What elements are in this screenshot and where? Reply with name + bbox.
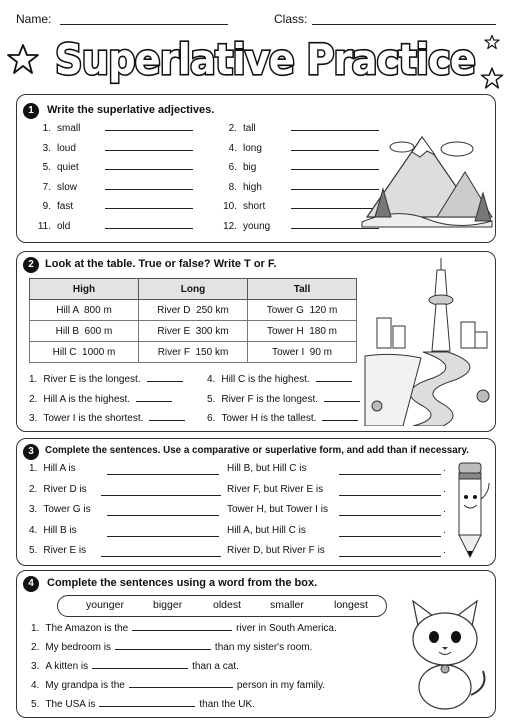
item-number: 6.	[207, 413, 216, 424]
sentence-end: .	[443, 524, 446, 536]
section-1	[16, 94, 496, 243]
answer-blank[interactable]	[339, 536, 441, 537]
sentence-start: A kitten is	[45, 661, 89, 672]
list-item	[31, 623, 337, 634]
sentence-end: .	[443, 463, 446, 474]
sentence-middle	[227, 484, 323, 495]
list-item	[29, 545, 90, 556]
item-number: 3.	[29, 413, 38, 424]
answer-blank[interactable]	[129, 687, 233, 688]
sentence-start: Tower G is	[43, 504, 91, 515]
list-item	[217, 182, 379, 193]
answer-blank[interactable]	[132, 630, 232, 631]
star-icon	[484, 34, 500, 50]
item-number: 5.	[29, 545, 38, 556]
answer-blank[interactable]	[105, 189, 193, 190]
item-number: 4.	[207, 374, 216, 385]
item-word: quiet	[57, 162, 79, 173]
answer-blank[interactable]	[339, 495, 441, 496]
list-item	[217, 201, 379, 212]
sentence-start: My grandpa is the	[45, 680, 125, 691]
item-statement: Hill C is the highest.	[221, 374, 310, 385]
item-statement: Tower I is the shortest.	[43, 413, 144, 424]
item-number: 2.	[31, 642, 40, 653]
answer-blank[interactable]	[101, 556, 221, 557]
item-number: 12.	[223, 220, 237, 232]
star-icon	[6, 42, 40, 76]
item-word: loud	[57, 142, 76, 154]
table-cell: River F 150 km	[139, 342, 248, 363]
answer-blank[interactable]	[92, 668, 188, 669]
sentence-middle	[227, 504, 328, 515]
item-number: 8.	[228, 181, 237, 193]
sentence-start: My bedroom is	[45, 642, 111, 653]
page-title	[50, 30, 480, 88]
list-item	[29, 374, 183, 385]
answer-blank[interactable]	[105, 150, 193, 151]
answer-blank[interactable]	[101, 495, 221, 496]
answer-blank[interactable]	[149, 420, 185, 421]
item-number: 5.	[31, 699, 40, 710]
list-item	[29, 504, 95, 515]
answer-blank[interactable]	[136, 401, 172, 402]
item-statement: River E is the longest.	[43, 374, 141, 385]
sentence-middle-text: River D, but River F is	[227, 545, 325, 556]
sentence-middle	[227, 545, 325, 556]
sentence-end: than a cat.	[192, 661, 239, 672]
answer-blank[interactable]	[147, 381, 183, 382]
item-number: 1.	[31, 623, 40, 634]
answer-blank[interactable]	[107, 515, 219, 516]
table-header: Tall	[248, 279, 357, 300]
item-word: short	[243, 201, 266, 212]
sentence-end: than my sister's room.	[214, 642, 313, 653]
table-cell: Tower I 90 m	[248, 342, 357, 363]
item-word: fast	[57, 201, 74, 212]
answer-blank[interactable]	[105, 169, 193, 170]
sentence-end: .	[443, 545, 446, 556]
answer-blank[interactable]	[107, 536, 219, 537]
sentence-end: .	[443, 504, 446, 515]
answer-blank[interactable]	[324, 401, 360, 402]
item-number: 2.	[29, 483, 38, 495]
list-item	[207, 394, 360, 405]
list-item	[31, 182, 193, 193]
table-cell: Hill A 800 m	[30, 300, 139, 321]
answer-blank[interactable]	[105, 130, 193, 131]
item-number: 7.	[42, 181, 51, 193]
table-cell: River E 300 km	[139, 321, 248, 342]
sentence-end: river in South America.	[236, 623, 337, 634]
list-item	[31, 699, 255, 710]
list-item	[217, 123, 379, 134]
item-number: 9.	[42, 201, 51, 212]
word-option: younger	[86, 599, 124, 611]
table-row	[30, 342, 357, 363]
word-box	[57, 595, 387, 617]
list-item	[31, 680, 325, 691]
section-instruction: Look at the table. True or false? Write T or F.	[45, 258, 277, 270]
word-option: oldest	[213, 599, 242, 611]
sentence-start: Hill A is	[43, 463, 76, 474]
item-word: small	[57, 123, 81, 134]
item-number: 11.	[37, 220, 51, 232]
svg-text:Superlative Practice: Superlative Practice	[55, 35, 475, 84]
list-item	[207, 374, 352, 385]
item-number: 4.	[228, 142, 237, 154]
table-header: High	[30, 279, 139, 300]
item-number: 2.	[228, 123, 237, 134]
list-item	[217, 162, 379, 173]
section-instruction: Write the superlative adjectives.	[47, 104, 215, 116]
item-number: 4.	[31, 680, 40, 691]
list-item	[217, 143, 379, 154]
section-number: 4	[23, 576, 39, 592]
list-item	[31, 661, 239, 672]
list-item	[31, 201, 193, 212]
class-field[interactable]	[312, 24, 496, 25]
list-item	[31, 143, 193, 154]
item-number: 1.	[29, 374, 38, 385]
list-item	[31, 642, 312, 653]
list-item	[29, 413, 185, 424]
item-number: 5.	[207, 393, 216, 405]
mountain-illustration	[357, 127, 497, 232]
sentence-middle-text: Tower H, but Tower I is	[227, 504, 328, 515]
item-statement: River F is the longest.	[221, 393, 319, 405]
item-number: 4.	[29, 524, 38, 536]
item-number: 2.	[29, 393, 38, 405]
list-item	[29, 484, 91, 495]
item-word: high	[243, 181, 262, 193]
table-row	[30, 300, 357, 321]
answer-blank[interactable]	[322, 420, 358, 421]
item-word: slow	[57, 181, 78, 193]
sentence-middle-text: Hill A, but Hill C is	[227, 524, 306, 536]
word-option: bigger	[153, 599, 183, 611]
list-item	[29, 525, 81, 536]
sentence-middle-text: Hill B, but Hill C is	[227, 463, 307, 474]
item-statement: Hill A is the highest.	[43, 393, 131, 405]
name-field[interactable]	[60, 24, 228, 25]
item-number: 10.	[223, 201, 237, 212]
sentence-start: River E is	[43, 545, 87, 556]
answer-blank[interactable]	[316, 381, 352, 382]
sentence-middle	[227, 463, 306, 474]
list-item	[207, 413, 358, 424]
city-river-illustration	[363, 256, 495, 426]
sentence-start: The Amazon is the	[45, 623, 129, 634]
sentence-middle-text: River F, but River E is	[227, 483, 324, 495]
answer-blank[interactable]	[339, 556, 441, 557]
sentence-end: than the UK.	[199, 699, 255, 710]
table-cell: Hill C 1000 m	[30, 342, 139, 363]
answer-blank[interactable]	[105, 208, 193, 209]
item-number: 3.	[29, 504, 38, 515]
list-item	[29, 394, 172, 405]
cat-illustration	[397, 585, 493, 713]
star-icon	[480, 66, 504, 90]
item-number: 1.	[29, 463, 38, 474]
item-word: young	[243, 220, 271, 232]
name-label: Name:	[16, 12, 52, 26]
word-option: smaller	[270, 599, 304, 611]
sentence-middle	[227, 525, 306, 536]
item-word: old	[57, 220, 71, 232]
pencil-illustration	[451, 459, 493, 561]
section-number: 2	[23, 257, 39, 273]
class-label: Class:	[274, 12, 308, 26]
section-4	[16, 570, 496, 718]
list-item	[29, 463, 80, 474]
item-number: 3.	[42, 142, 51, 154]
sentence-start: The USA is	[45, 699, 96, 710]
answer-blank[interactable]	[107, 474, 219, 475]
table-row	[30, 321, 357, 342]
sentence-end: person in my family.	[236, 680, 326, 691]
section-instruction: Complete the sentences using a word from the box.	[47, 577, 318, 589]
answer-blank[interactable]	[339, 474, 441, 475]
answer-blank[interactable]	[99, 706, 195, 707]
word-option: longest	[334, 599, 368, 611]
sentence-start: River D is	[43, 483, 87, 495]
list-item	[31, 221, 193, 232]
list-item	[217, 221, 379, 232]
answer-blank[interactable]	[339, 515, 441, 516]
section-3	[16, 438, 496, 566]
item-number: 3.	[31, 661, 40, 672]
table-cell: River D 250 km	[139, 300, 248, 321]
item-number: 6.	[228, 162, 237, 173]
item-word: tall	[243, 123, 256, 134]
item-word: long	[243, 142, 262, 154]
sentence-end: .	[443, 483, 446, 495]
section-2	[16, 251, 496, 432]
section-number: 1	[23, 103, 39, 119]
table-cell: Tower H 180 m	[248, 321, 357, 342]
answer-blank[interactable]	[115, 649, 211, 650]
table-header: Long	[139, 279, 248, 300]
list-item	[31, 123, 193, 134]
comparison-table	[29, 278, 357, 363]
item-number: 5.	[42, 162, 51, 173]
answer-blank[interactable]	[105, 228, 193, 229]
item-word: big	[243, 162, 257, 173]
item-number: 1.	[42, 123, 51, 134]
section-instruction: Complete the sentences. Use a comparative or superlative form, and add than if necessary.	[45, 445, 469, 456]
item-statement: Tower H is the tallest.	[221, 413, 317, 424]
sentence-start: Hill B is	[43, 524, 77, 536]
table-cell: Hill B 600 m	[30, 321, 139, 342]
section-number: 3	[23, 444, 39, 460]
list-item	[31, 162, 193, 173]
table-cell: Tower G 120 m	[248, 300, 357, 321]
